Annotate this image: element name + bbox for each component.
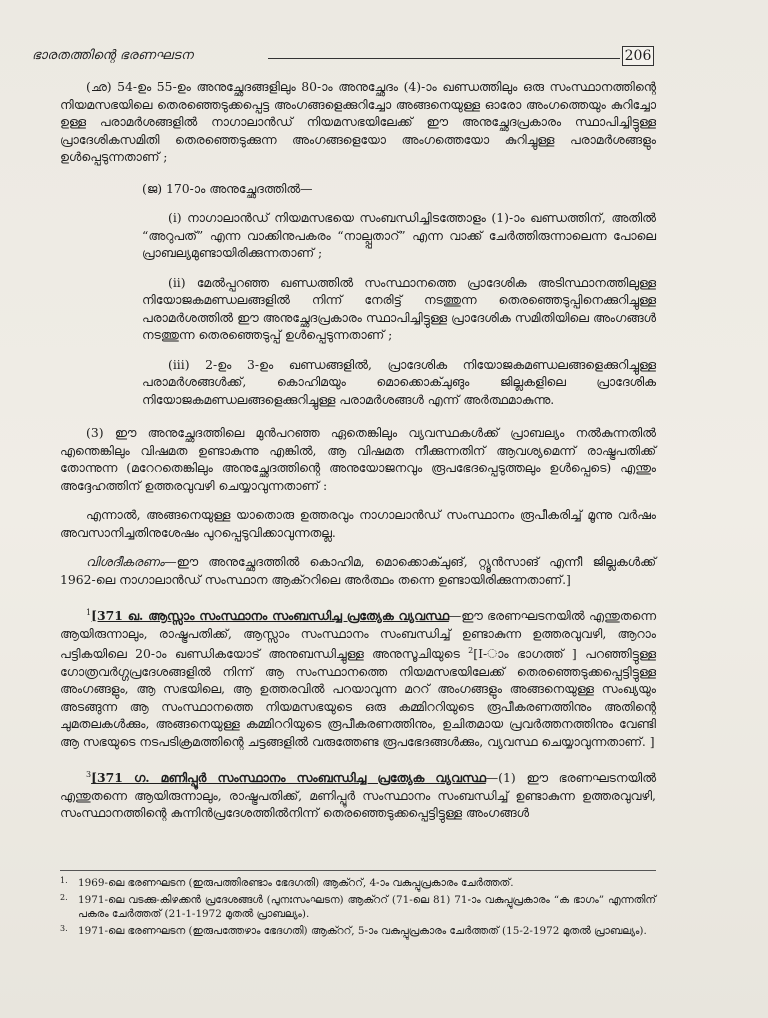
header-rule — [268, 58, 620, 59]
explanation-text: —ഈ അനുച്ഛേദത്തിൽ കൊഹിമ, മൊക്കൊക്ചുങ്, റ്റ്യൂൻസാങ് എന്നീ ജില്ലകൾക്ക് 1962-ലെ നാഗാലാൻഡ് സംസ്ഥാന ആക്ററിലെ അർത്ഥം തന്നെ ഉണ്ടായിരിക്കുന്നതാണ്.] — [60, 554, 656, 587]
footnote-text: 1971-ലെ വടക്കു-കിഴക്കൻ പ്രദേശങ്ങൾ (പുനഃസംഘടന) ആക്ററ് (71-ലെ 81) 71-ാം വകുപ്പുപ്രകാരം “ക ഭാഗം” എന്നതിന് പകരം ചേർത്തത് (21-1-1972 മുതൽ പ്രാബല്യം). — [78, 893, 656, 921]
footnote-number: 1. — [60, 876, 68, 885]
footnote-ref-2[interactable]: 2 — [468, 646, 474, 656]
clause-h: (ഛ) 54-ഉം 55-ഉം അനുച്ഛേദങ്ങളിലും 80-ാം അനുച്ഛേദം (4)-ാം ഖണ്ഡത്തിലും ഒരു സംസ്ഥാനത്തിന്റെ നിയമസഭയിലെ തെരഞ്ഞെടുക്കപ്പെട്ട അംഗങ്ങളെക്കുറിച്ചോ അങ്ങനെയുള്ള ഓരോ അംഗത്തെയും കുറിച്ചോ ഉള്ള പരാമർശങ്ങളിൽ നാഗാലാൻഡ് നിയമസഭയിലേക്ക് ഈ അനുച്ഛേദപ്രകാരം സ്ഥാപിച്ചിട്ടുള്ള പ്രാദേശികസമിതി തെരഞ്ഞെടുക്കുന്ന അംഗങ്ങളെയോ അംഗത്തെയോ കുറിച്ചുള്ള പരാമർശങ്ങളും ഉൾപ്പെടുന്നതാണ് ; — [60, 79, 656, 164]
footnote-divider — [60, 870, 656, 871]
footnote-ref-1[interactable]: 1 — [86, 608, 92, 617]
clause-3: (3) ഈ അനുച്ഛേദത്തിലെ മുൻപറഞ്ഞ ഏതെങ്കിലും വ്യവസ്ഥകൾക്ക് പ്രാബല്യം നൽകുന്നതിൽ എന്തെങ്കിലും വിഷമത ഉണ്ടാകുന്നു എങ്കിൽ, ആ വിഷമത നീക്കുന്നതിന് ആവശ്യമെന്ന് രാഷ്ട്രപതിക്ക് തോന്നുന്ന (മറേറതെങ്കിലും അനുച്ഛേദത്തിന്റെ അനുയോജനവും രൂപഭേദപ്പെടുത്തലും ഉൾപ്പെടെ) എന്തും അദ്ദേഹത്തിന് ഉത്തരവുവഴി ചെയ്യാവുന്നതാണ് : — [60, 425, 656, 493]
footnote-number: 2. — [60, 892, 68, 902]
footnote-item — [60, 876, 656, 891]
page-header — [32, 46, 654, 68]
page-number: 206 — [622, 46, 654, 66]
clause-j-ii: (ii) മേൽപ്പറഞ്ഞ ഖണ്ഡത്തിൽ സംസ്ഥാനത്തെ പ്രാദേശിക അടിസ്ഥാനത്തിലുള്ള നിയോജകമണ്ഡലങ്ങളിൽ നിന്ന് നേരിട്ട് നടത്തുന്ന തെരഞ്ഞെടുപ്പിനെക്കുറിച്ചുള്ള പരാമർശത്തിൽ ഈ അനുച്ഛേദപ്രകാരം സ്ഥാപിച്ചിട്ടുള്ള പ്രാദേശിക സമിതിയിലെ അംഗങ്ങൾ നടത്തുന്ന തെരഞ്ഞെടുപ്പ് ഉൾപ്പെടുന്നതാണ് ; — [142, 274, 656, 342]
footnote-ref-3[interactable]: 3 — [86, 770, 92, 780]
article-371b-heading: [371 ഖ. ആസ്സാം സംസ്ഥാനം സംബന്ധിച്ച പ്രത്യേക വ്യവസ്ഥ — [91, 608, 449, 624]
article-371b-text-1: —ഈ ഭരണഘടനയിൽ എന്തുതന്നെ ആയിരുന്നാലും, രാഷ്ട്രപതിക്ക്, ആസ്സാം സംസ്ഥാനം സംബന്ധിച്ച് ഉണ്ടാകുന്ന ഉത്തരവുവഴി, ആറാം പട്ടികയിലെ 20-ാം ഖണ്ഡികയോട് അനുബന്ധിച്ചുള്ള അനുസൂചിയുടെ — [60, 608, 656, 662]
clause-j-iii: (iii) 2-ഉം 3-ഉം ഖണ്ഡങ്ങളിൽ, പ്രാദേശിക നിയോജകമണ്ഡലങ്ങളെക്കുറിച്ചുള്ള പരാമർശങ്ങൾക്ക്, കൊഹിമയും മൊക്കൊക്ചുങും ജില്ലകളിലെ പ്രാദേശിക നിയോജകമണ്ഡലങ്ങളെക്കുറിച്ചുള്ള പരാമർശങ്ങൾ എന്ന് അർത്ഥമാകുന്നു. — [142, 356, 656, 407]
article-371c — [60, 766, 656, 822]
explanation — [60, 553, 656, 588]
running-title: ഭാരതത്തിന്റെ ഭരണഘടന — [32, 48, 194, 63]
explanation-label: വിശദീകരണം — [86, 554, 165, 569]
article-371c-heading: [371 ഗ. മണിപ്പൂർ സംസ്ഥാനം സംബന്ധിച്ച പ്രത്യേക വ്യവസ്ഥ — [91, 770, 486, 786]
footnote-text: 1969-ലെ ഭരണഘടന (ഇരുപത്തിരണ്ടാം ഭേദഗതി) ആക്ററ്, 4-ാം വകുപ്പുപ്രകാരം ചേർത്തത്. — [78, 877, 514, 889]
clause-j-heading: (ജ) 170-ാം അനുച്ഛേദത്തിൽ— — [142, 180, 313, 196]
article-371b-text-2: [I-ാം ഭാഗത്ത് ] പറഞ്ഞിട്ടുള്ള ഗോത്രവർഗ്ഗപ്രദേശങ്ങളിൽ നിന്ന് ആ സംസ്ഥാനത്തെ നിയമസഭയിലേക്ക് തെരഞ്ഞെടുക്കപ്പെട്ടിട്ടുള്ള അംഗങ്ങളും, ആ സഭയിലെ, ആ ഉത്തരവിൽ പറയാവുന്ന മററ് അംഗങ്ങളും അങ്ങനെയുള്ള സംഖ്യയും അടങ്ങുന്ന ആ സംസ്ഥാനത്തെ നിയമസഭയുടെ ഒരു കമ്മിററിയുടെ രൂപീകരണത്തിനും അതിന്റെ ചുമതലകൾക്കും, അങ്ങനെയുള്ള കമ്മിററിയുടെ രൂപീകരണത്തിനും, ഉചിതമായ പ്രവർത്തനത്തിനും വേണ്ടി ആ സഭയുടെ നടപടിക്രമത്തിന്റെ ചട്ടങ്ങളിൽ വരുത്തേണ്ട രൂപഭേദങ്ങൾക്കും, വ്യവസ്ഥ ചെയ്യാവുന്നതാണ്. ] — [60, 646, 657, 749]
clause-j-i: (i) നാഗാലാൻഡ് നിയമസഭയെ സംബന്ധിച്ചിടത്തോളം (1)-ാം ഖണ്ഡത്തിന്, അതിൽ “അറുപത്” എന്ന വാക്കിനുപകരം “നാല്പ്പതാറ്” എന്ന വാക്ക് ചേർത്തിരുന്നാലെന്ന പോലെ പ്രാബല്യമുണ്ടായിരിക്കുന്നതാണ് ; — [142, 210, 656, 260]
footnotes — [60, 876, 656, 940]
article-371c-text: —(1) ഈ ഭരണഘടനയിൽ എന്തുതന്നെ ആയിരുന്നാലും, രാഷ്ട്രപതിക്ക്, മണിപ്പൂർ സംസ്ഥാനം സംബന്ധിച്ച് ഉണ്ടാകുന്ന ഉത്തരവുവഴി, സംസ്ഥാനത്തിന്റെ കുന്നിൻപ്രദേശത്തിൽനിന്ന് തെരഞ്ഞെടുക്കപ്പെട്ടിട്ടുള്ള അംഗങ്ങൾ — [60, 770, 656, 821]
footnote-number: 3. — [60, 923, 68, 933]
proviso: എന്നാൽ, അങ്ങനെയുള്ള യാതൊരു ഉത്തരവും നാഗാലാൻഡ് സംസ്ഥാനം രൂപീകരിച്ച് മൂന്നു വർഷം അവസാനിച്ചതിനുശേഷം പുറപ്പെടുവിക്കാവുന്നതല്ല. — [60, 507, 656, 540]
page-body — [60, 78, 656, 822]
footnote-item — [60, 924, 656, 939]
footnote-text: 1971-ലെ ഭരണഘടന (ഇരുപത്തേഴാം ഭേദഗതി) ആക്ററ്, 5-ാം വകുപ്പുപ്രകാരം ചേർത്തത് (15-2-1972 മുതൽ പ്രാബല്യം). — [78, 924, 647, 937]
footnote-item — [60, 893, 656, 922]
article-371b — [60, 604, 656, 750]
